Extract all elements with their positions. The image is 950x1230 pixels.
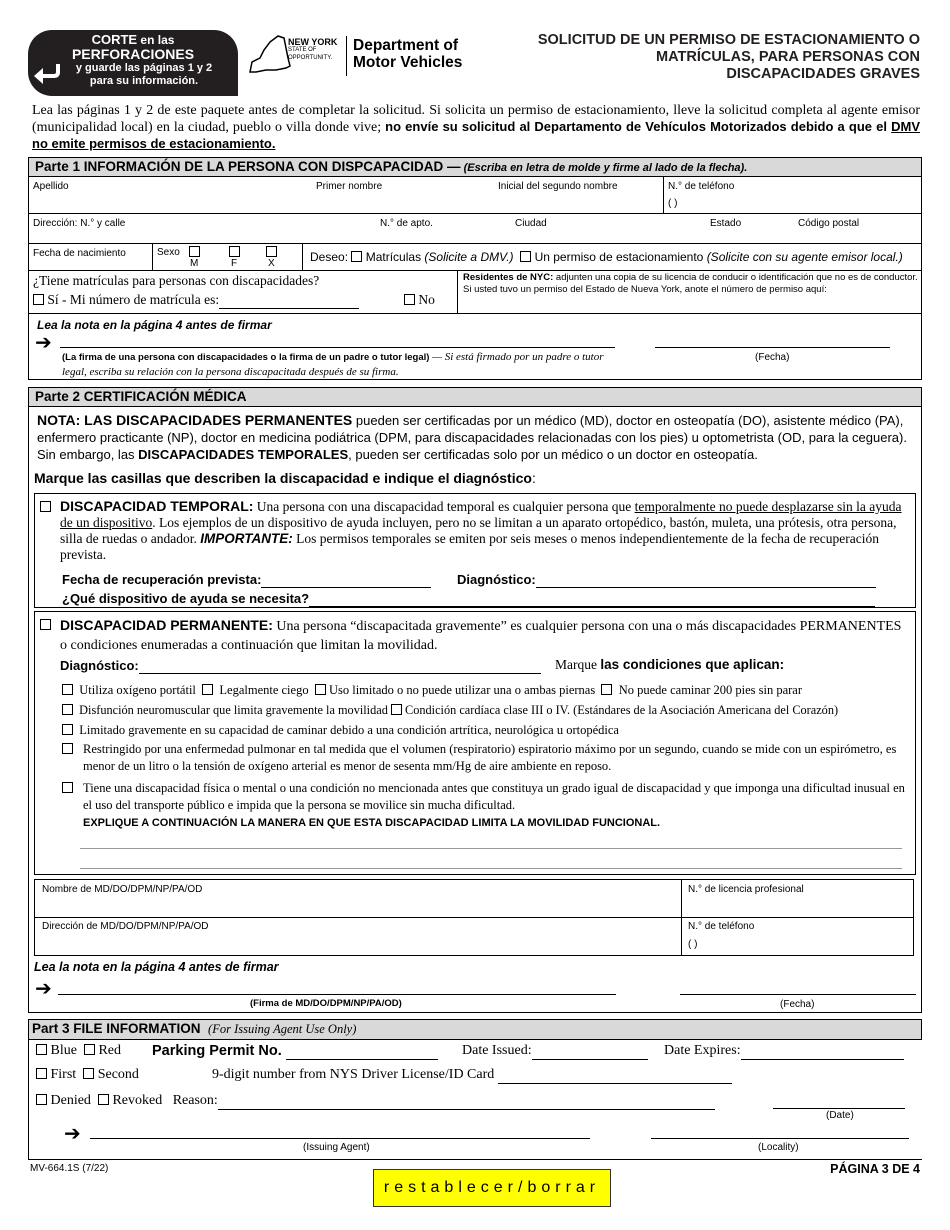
- phone-divider: [663, 177, 664, 213]
- part2-title: Parte 2 CERTIFICACIÓN MÉDICA: [35, 389, 247, 404]
- part1-signature-line[interactable]: [60, 347, 615, 348]
- row2-divider: [28, 243, 922, 244]
- permiso-label: Un permiso de estacionamiento: [534, 250, 704, 264]
- direccion-input[interactable]: [30, 230, 918, 242]
- part3-header: [28, 1019, 922, 1040]
- blue-checkbox[interactable]: [36, 1044, 47, 1055]
- cond-artritica-label: Limitado gravemente en su capacidad de caminar debido a una condición artrítica, neurológica u ortopédica: [79, 723, 619, 737]
- blue-label: Blue: [50, 1043, 77, 1058]
- codigo-postal-label: Código postal: [798, 218, 860, 229]
- logo-divider: [346, 36, 347, 76]
- deseo-row: [310, 250, 903, 264]
- part2-lea-nota: Lea la nota en la página 4 antes de firmar: [34, 960, 279, 974]
- date-issued-input[interactable]: [532, 1043, 648, 1060]
- nyc-divider: [457, 270, 458, 313]
- part3-date-line[interactable]: [773, 1108, 905, 1109]
- arrow-right-icon: ➔: [64, 1121, 81, 1145]
- date-issued-row: [462, 1043, 648, 1060]
- temp-text2: . Los ejemplos de un dispositivo de ayuda incluyen, pero no se limitan a un aparato ortopédico, bastón, muleta, una prótesis, otra persona, silla de ruedas o andador.: [60, 515, 897, 546]
- issuing-agent-label: (Issuing Agent): [303, 1142, 370, 1153]
- si-numero-label: Sí - Mi número de matrícula es:: [47, 292, 220, 307]
- issuing-agent-line[interactable]: [90, 1138, 590, 1139]
- temp-text1: Una persona con una discapacidad temporal es cualquier persona que: [253, 499, 635, 514]
- no-row: [404, 292, 435, 308]
- firma-bold: (La firma de una persona con discapacidades o la firma de un padre o tutor legal): [62, 352, 430, 363]
- permiso-checkbox[interactable]: [520, 251, 531, 262]
- sexo-divider-left: [152, 243, 153, 270]
- md-telefono-label: N.° de teléfono: [688, 921, 755, 932]
- form-title-line1: SOLICITUD DE UN PERMISO DE ESTACIONAMIENTO O: [537, 32, 920, 48]
- marque-condiciones: [555, 657, 784, 673]
- temp-title: DISCAPACIDAD TEMPORAL:: [60, 498, 254, 514]
- artritica-checkbox[interactable]: [62, 724, 73, 735]
- neuromuscular-checkbox[interactable]: [62, 704, 73, 715]
- estado-label: Estado: [710, 218, 742, 229]
- sex-m-label: M: [190, 258, 199, 269]
- nota-bold: NOTA: LAS DISCAPACIDADES PERMANENTES: [37, 412, 353, 428]
- apellido-input[interactable]: [30, 194, 660, 212]
- cond-row-1: [62, 682, 802, 699]
- sexo-label: Sexo: [157, 247, 180, 258]
- part2-header: [28, 387, 922, 407]
- cardiaca-checkbox[interactable]: [391, 704, 402, 715]
- part1-title: Parte 1 INFORMACIÓN DE LA PERSONA CON DISPCAPACIDAD —: [35, 159, 461, 174]
- reset-button[interactable]: [373, 1169, 611, 1207]
- part1-lea-nota: Lea la nota en la página 4 antes de firmar: [37, 318, 272, 332]
- md-fecha-line[interactable]: [680, 994, 916, 995]
- nota-text2: , pueden ser certificadas solo por un médico o un doctor en osteopatía.: [348, 447, 758, 462]
- intro-paragraph: [32, 103, 920, 153]
- telefono-label: N.° de teléfono: [668, 181, 735, 192]
- first-checkbox[interactable]: [36, 1068, 47, 1079]
- pulmonar-checkbox[interactable]: [62, 743, 73, 754]
- row3-divider: [28, 270, 922, 271]
- reason-label: Reason:: [172, 1093, 218, 1108]
- cond-row-2: [62, 702, 838, 719]
- tiene-matriculas-question: ¿Tiene matrículas para personas con discapacidades?: [33, 273, 320, 288]
- nyc-note: [463, 272, 918, 296]
- nota-text1: pueden ser certificadas por un médico (MD), doctor en osteopatía (DO), asistente médico (PA), enfermero practicante (NP), doctor en medicina podiátrica (DPM, para discapacidades relacionadas con los pies) u optometrista (OD, para la ceguera). Sin embargo, las: [37, 413, 907, 462]
- explique-label: EXPLIQUE A CONTINUACIÓN LA MANERA EN QUE ESTA DISCAPACIDAD LIMITA LA MOVILIDAD FUNCIONAL.: [83, 817, 661, 829]
- sex-x-label: X: [268, 258, 275, 269]
- dmv-line2: Motor Vehicles: [353, 54, 463, 71]
- firma-md-label: (Firma de MD/DO/DPM/NP/PA/OD): [250, 998, 402, 1009]
- sex-f-checkbox[interactable]: [229, 246, 240, 257]
- perm-diagnostico-label: Diagnóstico:: [60, 658, 139, 673]
- part1-title-note: (Escriba en letra de molde y firme al lado de la flecha).: [460, 162, 748, 174]
- ciego-checkbox[interactable]: [202, 684, 213, 695]
- part3-title-note: (For Issuing Agent Use Only): [208, 1022, 357, 1036]
- otra-condicion-checkbox[interactable]: [62, 782, 73, 793]
- intro-bold: no envíe su solicitud al Departamento de Vehículos Motorizados debido a que el: [385, 119, 892, 134]
- intro-bold-underline: DMV no emite permisos de estacionamiento.: [32, 119, 920, 151]
- intro-text: Lea las páginas 1 y 2 de este paquete antes de completar la solicitud. Si solicita un permiso de estacionamiento, lleve la solicitud completa al agente emisor (municipalidad local) en la ciudad, pueblo o villa donde vive;: [32, 103, 920, 135]
- reason-input[interactable]: [218, 1093, 715, 1110]
- temp-disability-text: [60, 498, 908, 563]
- nys-logo-line3: OPPORTUNITY.: [288, 55, 333, 61]
- perm-diagnostico-row: [60, 658, 541, 674]
- piernas-checkbox[interactable]: [315, 684, 326, 695]
- form-title-line3: DISCAPACIDADES GRAVES: [726, 66, 920, 82]
- oxigeno-checkbox[interactable]: [62, 684, 73, 695]
- cond-pulmonar-label: Restringido por una enfermedad pulmonar en tal medida que el volumen (respiratorio) espiratorio máximo por un segundo, cuando se mide con un espirómetro, es menor de un litro o la tensión de oxígeno arterial es menor de sesenta mm/Hg de aire ambiente en reposo.: [83, 742, 897, 773]
- part1-fecha-label: (Fecha): [755, 352, 790, 363]
- perm-diagnostico-input[interactable]: [139, 658, 541, 674]
- row1-divider: [28, 213, 922, 214]
- date-issued-label: Date Issued:: [462, 1043, 532, 1058]
- matriculas-note: (Solicite a DMV.): [424, 250, 514, 264]
- first-second-row: [36, 1067, 139, 1083]
- page-number: PÁGINA 3 DE 4: [830, 1162, 920, 1176]
- date-expires-row: [664, 1043, 904, 1060]
- locality-label: (Locality): [758, 1142, 799, 1153]
- locality-line[interactable]: [651, 1138, 909, 1139]
- temp-text3: Los permisos temporales se emiten por seis meses o menos independientemente de la fecha de recuperación prevista.: [60, 531, 880, 562]
- marque-text: Marque las casillas que describen la discapacidad e indique el diagnóstico: [34, 470, 532, 486]
- matricula-number-input[interactable]: [219, 292, 359, 309]
- dispositivo-input[interactable]: [309, 591, 875, 607]
- nyc-bold: Residentes de NYC:: [463, 272, 554, 283]
- return-arrow-icon: [32, 62, 62, 84]
- arrow-right-icon: ➔: [35, 330, 52, 354]
- part3-date-label: (Date): [826, 1110, 854, 1121]
- cond-oxigeno-label: Utiliza oxígeno portátil: [79, 683, 196, 697]
- nyc-text: adjunten una copia de su licencia de conducir o identificación que no es de conductor. Si usted tuvo un permiso del Estado de Nueva York, anote el número de permiso aquí:: [463, 272, 918, 295]
- cond-ciego-label: Legalmente ciego: [219, 683, 309, 697]
- arrow-right-icon: ➔: [35, 976, 52, 1000]
- md-telefono-parens: ( ): [688, 939, 698, 950]
- nys-logo-text: [288, 38, 337, 62]
- fecha-recuperacion-row: [62, 572, 431, 588]
- temp-importante: IMPORTANTE:: [200, 531, 293, 546]
- revoked-label: Revoked: [112, 1093, 163, 1108]
- nine-digit-label: 9-digit number from NYS Driver License/ID Card: [212, 1067, 495, 1082]
- row4-divider: [28, 313, 922, 314]
- form-title-line2: MATRÍCULAS, PARA PERSONAS CON: [656, 49, 920, 65]
- date-expires-label: Date Expires:: [664, 1043, 741, 1058]
- red-checkbox[interactable]: [84, 1044, 95, 1055]
- direccion-md-label: Dirección de MD/DO/DPM/NP/PA/OD: [42, 921, 209, 932]
- temp-diagnostico-label: Diagnóstico:: [457, 572, 536, 587]
- fecha-recuperacion-label: Fecha de recuperación prevista:: [62, 572, 262, 587]
- second-label: Second: [97, 1067, 139, 1082]
- md-fecha-label: (Fecha): [780, 999, 815, 1010]
- part1-firma-caption: [62, 350, 622, 380]
- firma-note: — Si está firmado por un padre o tutor legal, escriba su relación con la persona discapacitada después de su firma.: [62, 351, 604, 378]
- part3-title: Part 3 FILE INFORMATION: [32, 1021, 201, 1036]
- nys-logo-line2: STATE OF: [288, 47, 317, 53]
- red-label: Red: [98, 1043, 122, 1058]
- part2-nota: [37, 412, 917, 463]
- dispositivo-label: ¿Qué dispositivo de ayuda se necesita?: [62, 591, 310, 606]
- apto-label: N.° de apto.: [380, 218, 433, 229]
- permiso-note: (Solicite con su agente emisor local.): [706, 250, 903, 264]
- nine-digit-row: [212, 1067, 732, 1084]
- cond-otra-label: Tiene una discapacidad física o mental o una condición no mencionada antes que constituya un grado igual de discapacidad y que imponga una dificultad inusual en el uso del transporte público e impida que la persona se movilice sin mucha dificultad.: [83, 781, 905, 812]
- denied-checkbox[interactable]: [36, 1094, 47, 1105]
- dmv-line1: Department of: [353, 37, 459, 54]
- telefono-parens: ( ): [668, 198, 678, 209]
- temp-disability-checkbox[interactable]: [40, 501, 51, 512]
- part1-header: [28, 157, 922, 177]
- marque-colon: :: [531, 470, 536, 486]
- cond-piernas-label: Uso limitado o no puede utilizar una o ambas piernas: [328, 683, 596, 697]
- matriculas-checkbox[interactable]: [351, 251, 362, 262]
- temp-diagnostico-input[interactable]: [536, 572, 876, 588]
- direccion-label: Dirección: N.° y calle: [33, 218, 126, 229]
- perm-disability-text: [60, 616, 908, 655]
- licencia-label: N.° de licencia profesional: [688, 884, 804, 895]
- caminar-200-checkbox[interactable]: [601, 684, 612, 695]
- ciudad-label: Ciudad: [515, 218, 547, 229]
- first-label: First: [50, 1067, 77, 1082]
- sex-f-label: F: [231, 258, 238, 269]
- form-title: [538, 32, 920, 83]
- apellido-label: Apellido: [33, 181, 69, 192]
- explique-line-1[interactable]: [80, 848, 902, 849]
- cut-tab-line4: para su información.: [89, 75, 199, 87]
- sex-x-checkbox[interactable]: [266, 246, 277, 257]
- part3-left-border: [28, 1039, 29, 1159]
- temp-diagnostico-row: [457, 572, 876, 588]
- color-row: [36, 1043, 121, 1059]
- sexo-divider-right: [302, 243, 303, 270]
- md-signature-line[interactable]: [58, 994, 616, 995]
- part3-bottom-border: [28, 1159, 922, 1160]
- perm-text: Una persona “discapacitada gravemente” es cualquier persona con una o más discapacidades PERMANENTES o condiciones enumeradas a continuación que limitan la movilidad.: [60, 619, 902, 653]
- nombre-md-label: Nombre de MD/DO/DPM/NP/PA/OD: [42, 884, 203, 895]
- explique-line-2[interactable]: [80, 868, 902, 869]
- part1-fecha-line[interactable]: [655, 347, 890, 348]
- reset-button-label: restablecer/borrar: [383, 1179, 601, 1196]
- nine-digit-input[interactable]: [498, 1067, 732, 1084]
- denied-label: Denied: [50, 1093, 91, 1108]
- parking-permit-input[interactable]: [286, 1043, 438, 1060]
- practitioner-divider: [34, 917, 914, 918]
- cut-tab-line1: CORTE: [91, 32, 138, 47]
- marque-cond-text: Marque: [555, 657, 601, 672]
- denied-revoked-row: [36, 1093, 715, 1110]
- no-matricula-checkbox[interactable]: [404, 294, 415, 305]
- cond-row-3: [62, 722, 619, 739]
- matriculas-label: Matrículas: [365, 250, 422, 264]
- no-label: No: [418, 292, 435, 307]
- parking-permit-row: [152, 1043, 438, 1060]
- si-numero-row: [33, 292, 359, 309]
- dmv-logo-text: [353, 37, 462, 71]
- fecha-recuperacion-input[interactable]: [261, 572, 431, 588]
- nota-bold2: DISCAPACIDADES TEMPORALES: [138, 447, 349, 462]
- nys-logo-line1: NEW YORK: [288, 37, 338, 47]
- marque-cond-bold: las condiciones que aplican:: [600, 657, 785, 672]
- perm-title: DISCAPACIDAD PERMANENTE:: [60, 617, 273, 633]
- inicial-label: Inicial del segundo nombre: [498, 181, 618, 192]
- perm-disability-checkbox[interactable]: [40, 619, 51, 630]
- marque-instruction: [34, 470, 536, 486]
- ny-state-map-icon: [246, 32, 292, 76]
- si-matricula-checkbox[interactable]: [33, 294, 44, 305]
- cut-tab-line1-rest: en las: [137, 33, 175, 47]
- cut-tab-line3: y guarde las páginas 1 y 2: [75, 62, 213, 74]
- cond-200-label: No puede caminar 200 pies sin parar: [618, 683, 803, 697]
- deseo-label: Deseo:: [310, 250, 349, 264]
- dispositivo-row: [62, 591, 875, 607]
- cut-tab: [28, 30, 238, 96]
- parking-permit-label: Parking Permit No.: [152, 1043, 282, 1059]
- fecha-nacimiento-label: Fecha de nacimiento: [33, 248, 126, 259]
- cut-tab-line2: PERFORACIONES: [71, 46, 195, 62]
- revoked-checkbox[interactable]: [98, 1094, 109, 1105]
- temp-underline: temporalmente no puede desplazarse sin la ayuda de un dispositivo: [60, 499, 902, 530]
- practitioner-vdivider: [681, 879, 682, 956]
- sex-m-checkbox[interactable]: [189, 246, 200, 257]
- cond-neuro-label: Disfunción neuromuscular que limita gravemente la movilidad: [79, 703, 388, 717]
- primer-nombre-label: Primer nombre: [316, 181, 383, 192]
- date-expires-input[interactable]: [741, 1043, 904, 1060]
- cond-cardiaca-label: Condición cardíaca clase III o IV. (Estándares de la Asociación Americana del Corazón): [405, 703, 839, 717]
- second-checkbox[interactable]: [83, 1068, 94, 1079]
- form-number: MV-664.1S (7/22): [30, 1163, 109, 1174]
